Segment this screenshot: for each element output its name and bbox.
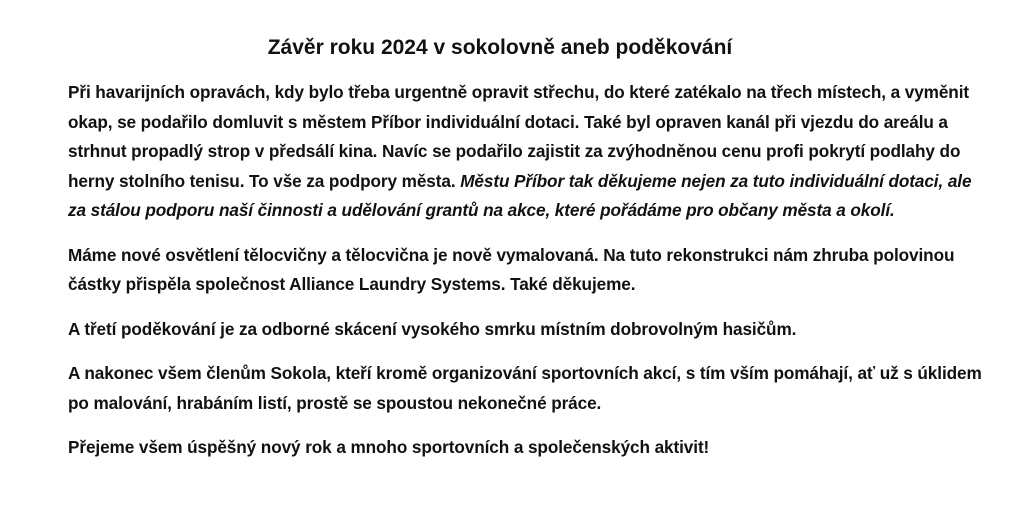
paragraph-repairs: [68, 78, 988, 226]
document: [68, 36, 988, 478]
document-title: Závěr roku 2024 v sokolovně aneb poděkování: [267, 36, 733, 59]
paragraph-lighting: Máme nové osvětlení tělocvičny a tělocvična je nově vymalovaná. Na tuto rekonstrukci nám zhruba polovinou částky přispěla společnost Alliance Laundry Systems. Také děkujeme.: [68, 244, 955, 294]
paragraph-wishes: Přejeme všem úspěšný nový rok a mnoho sportovních a společenských aktivit!: [68, 437, 710, 457]
paragraph-firefighters: A třetí poděkování je za odborné skácení vysokého smrku místním dobrovolným hasičům.: [68, 318, 797, 339]
paragraph-members: A nakonec všem členům Sokola, kteří kromě organizování sportovních akcí, s tím vším pomáhají, ať už s úklidem po malování, hrabáním listí, prostě se spoustou nekonečné práce.: [68, 363, 982, 413]
paragraph-repairs-text: Při havarijních opravách, kdy bylo třeba urgentně opravit střechu, do které zatékalo na třech místech, a vyměnit okap, se podařilo domluvit s městem Příbor individuální dotaci. Také byl opraven kanál při vjezdu do areálu a strhnut propadlý strop v předsálí kina. Navíc se podařilo zajistit za zvýhodněnou cenu profi pokrytí podlahy do herny stolního tenisu. To vše za podpory města.: [68, 82, 969, 191]
paragraph-repairs-italic: Městu Příbor tak děkujeme nejen za tuto individuální dotaci, ale za stálou podporu naší činnosti a udělování grantů na akce, které pořádáme pro občany města a okolí.: [68, 170, 972, 220]
